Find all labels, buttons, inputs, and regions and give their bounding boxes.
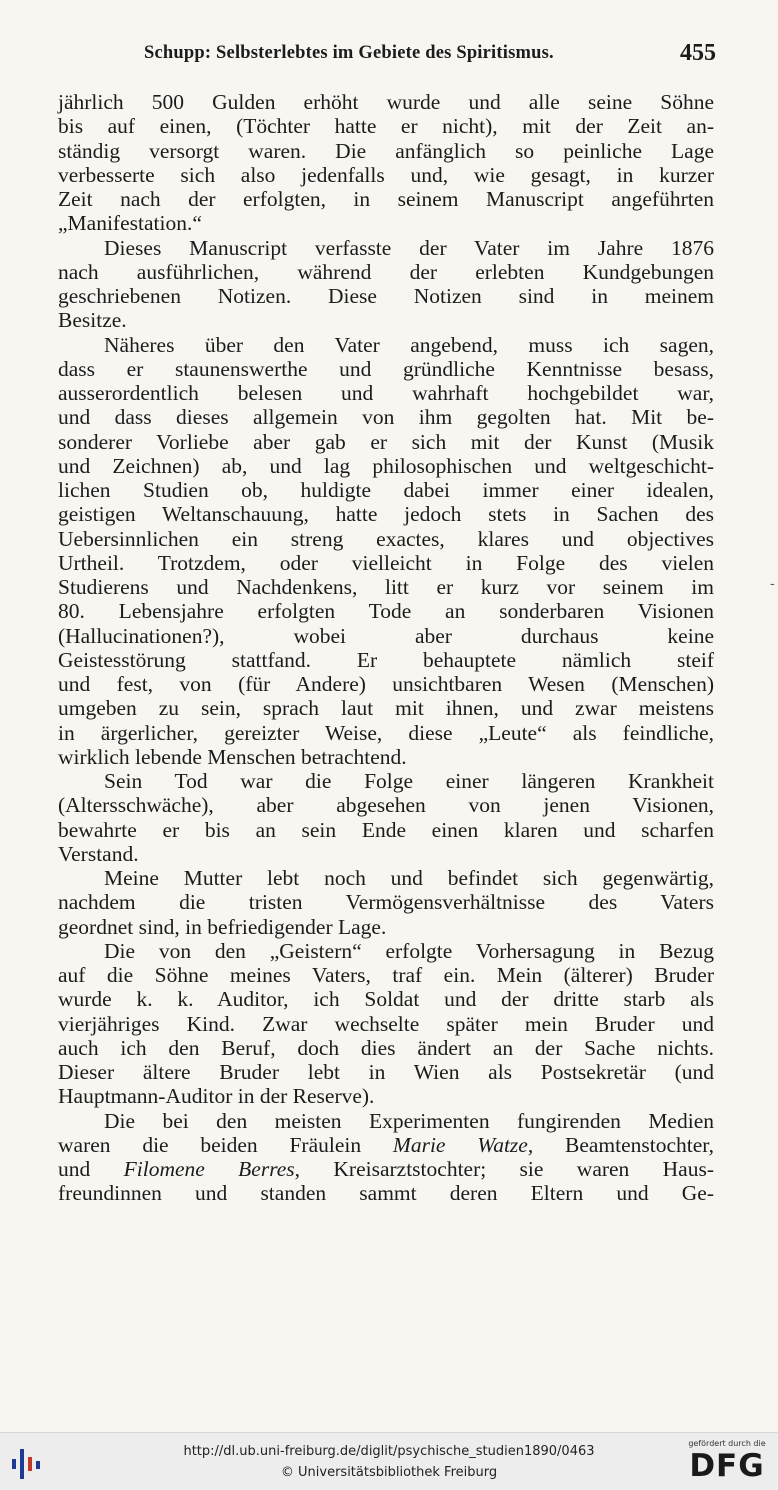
text-line (58, 963, 714, 987)
text-line (58, 357, 714, 381)
text-line (58, 333, 714, 357)
text-line-content: ausserordentlich belesen und wahrhaft hochgebildet war, (58, 381, 714, 405)
text-line-content: Hauptmann-Auditor in der Reserve). (58, 1084, 375, 1109)
text-line (58, 987, 714, 1011)
text-line-content: und dass dieses allgemein von ihm gegolten hat. Mit be- (58, 405, 714, 430)
text-line (58, 624, 714, 648)
text-line (58, 260, 714, 284)
text-line-content: verbesserte sich also jedenfalls und, wie gesagt, in kurzer (58, 162, 714, 187)
text-line (58, 672, 714, 696)
text-line (58, 405, 714, 429)
italic-name: Filomene Berres (123, 1157, 295, 1181)
text-line (58, 139, 714, 163)
text-line-content: Sein Tod war die Folge einer längeren Krankheit (104, 769, 714, 793)
text-line-content: geschriebenen Notizen. Diese Notizen sind in meinem (58, 284, 714, 308)
text-line-content: jährlich 500 Gulden erhöht wurde und alle seine Söhne (58, 90, 714, 114)
text-line (58, 90, 714, 114)
margin-mark: - (770, 576, 775, 592)
text-line (58, 1060, 714, 1084)
text-line-content: nachdem die tristen Vermögensverhältnisse des Vaters (58, 890, 714, 915)
text-line (58, 308, 714, 332)
text-line (58, 1133, 714, 1157)
text-line (58, 502, 714, 526)
text-line-content: Verstand. (58, 841, 139, 866)
footer-url[interactable]: http://dl.ub.uni-freiburg.de/diglit/psychische_studien1890/0463 (183, 1444, 595, 1459)
text-line (58, 1084, 714, 1108)
text-line-content: (Altersschwäche), aber abgesehen von jenen Visionen, (58, 793, 714, 818)
text-line-content: Die von den „Geistern“ erfolgte Vorhersagung in Bezug (104, 938, 714, 963)
dfg-label: gefördert durch die (688, 1439, 766, 1448)
text-line-content: Studierens und Nachdenkens, litt er kurz vor seinem im (58, 575, 714, 599)
page-header (58, 40, 716, 70)
text-line (58, 381, 714, 405)
text-line (58, 866, 714, 890)
text-line (58, 1157, 714, 1181)
text-line-content: und fest, von (für Andere) unsichtbaren Wesen (Menschen) (58, 672, 714, 696)
text-line (58, 939, 714, 963)
text-line-content: auch ich den Beruf, doch dies ändert an der Sache nichts. (58, 1035, 714, 1060)
text-line (58, 1181, 714, 1205)
text-line (58, 114, 714, 138)
text-line (58, 430, 714, 454)
text-line-content: Dieser ältere Bruder lebt in Wien als Postsekretär (und (58, 1060, 714, 1084)
text-line-content: Urtheil. Trotzdem, oder vielleicht in Folge des vielen (58, 550, 714, 575)
text-line-content: Meine Mutter lebt noch und befindet sich gegenwärtig, (104, 866, 714, 890)
dfg-logo-text: DFG (689, 1448, 765, 1484)
text-line-content: 80. Lebensjahre erfolgten Tode an sonderbaren Visionen (58, 599, 714, 624)
text-line (58, 551, 714, 575)
text-line-content: vierjähriges Kind. Zwar wechselte später mein Bruder und (58, 1011, 714, 1036)
text-line-content: Besitze. (58, 308, 127, 333)
text-line (58, 1109, 714, 1133)
text-line-content: geordnet sind, in befriedigender Lage. (58, 914, 387, 939)
text-line-content: waren die beiden Fräulein (58, 1132, 393, 1157)
text-line (58, 575, 714, 599)
text-line (58, 696, 714, 720)
footer-bar (0, 1432, 778, 1490)
text-line-content: Dieses Manuscript verfasste der Vater im Jahre 1876 (104, 235, 714, 260)
text-line-content: freundinnen und standen sammt deren Eltern und Ge- (58, 1181, 714, 1206)
text-line (58, 890, 714, 914)
text-line (58, 648, 714, 672)
text-line-content: geistigen Weltanschauung, hatte jedoch stets in Sachen des (58, 502, 714, 527)
text-line (58, 769, 714, 793)
text-line (58, 915, 714, 939)
dfg-logo (686, 1439, 768, 1485)
page-number: 455 (680, 40, 716, 66)
text-line-content: in ärgerlicher, gereizter Weise, diese „Leute“ als feindliche, (58, 720, 714, 745)
text-line-content: , Kreisarztstochter; sie waren Haus- (294, 1157, 715, 1181)
body-text (58, 90, 714, 1206)
text-line (58, 793, 714, 817)
text-line (58, 236, 714, 260)
text-line-content: umgeben zu sein, sprach laut mit ihnen, und zwar meistens (58, 696, 714, 721)
text-line-content: bis auf einen, (Töchter hatte er nicht), mit der Zeit an- (58, 114, 714, 139)
text-line-content: dass er staunenswerthe und gründliche Kenntnisse besass, (58, 356, 714, 381)
text-line (58, 454, 714, 478)
text-line-content: nach ausführlichen, während der erlebten Kundgebungen (58, 259, 714, 284)
text-line-content: bewahrte er bis an sein Ende einen klaren und scharfen (58, 817, 714, 842)
text-line-content: Uebersinnlichen ein streng exactes, klares und objectives (58, 526, 714, 551)
text-line-content: auf die Söhne meines Vaters, traf ein. Mein (älterer) Bruder (58, 963, 714, 987)
text-line (58, 745, 714, 769)
text-line-content: Die bei den meisten Experimenten fungirenden Medien (104, 1108, 714, 1133)
text-line (58, 163, 714, 187)
text-line-content: lichen Studien ob, huldigte dabei immer einer idealen, (58, 478, 714, 502)
text-line (58, 599, 714, 623)
text-line (58, 721, 714, 745)
running-title: Schupp: Selbsterlebtes im Gebiete des Spiritismus. (144, 43, 554, 63)
text-line (58, 478, 714, 502)
text-line-content: Geistesstörung stattfand. Er behauptete nämlich steif (58, 647, 714, 672)
text-line-content: Zeit nach der erfolgten, in seinem Manuscript angeführten (58, 187, 714, 211)
text-line-content: wirklich lebende Menschen betrachtend. (58, 744, 407, 769)
text-line-content: wurde k. k. Auditor, ich Soldat und der dritte starb als (58, 987, 714, 1012)
text-line-content: ständig versorgt waren. Die anfänglich so peinliche Lage (58, 138, 714, 163)
text-line (58, 284, 714, 308)
text-line-content: , Beamtenstochter, (527, 1132, 714, 1157)
text-line (58, 187, 714, 211)
text-line (58, 818, 714, 842)
text-line-content: sonderer Vorliebe aber gab er sich mit der Kunst (Musik (58, 429, 714, 454)
text-line-content: (Hallucinationen?), wobei aber durchaus keine (58, 623, 714, 648)
text-line (58, 1036, 714, 1060)
text-line (58, 527, 714, 551)
text-line (58, 1012, 714, 1036)
footer-copyright: © Universitätsbibliothek Freiburg (280, 1465, 498, 1480)
text-line-content: „Manifestation.“ (58, 211, 202, 236)
text-line-content: Näheres über den Vater angebend, muss ich sagen, (104, 332, 714, 357)
text-line (58, 211, 714, 235)
text-line (58, 842, 714, 866)
text-line-content: und Zeichnen) ab, und lag philosophischen und weltgeschicht- (58, 453, 714, 478)
italic-name: Marie Watze (392, 1132, 528, 1157)
text-line-content: und (58, 1157, 124, 1181)
